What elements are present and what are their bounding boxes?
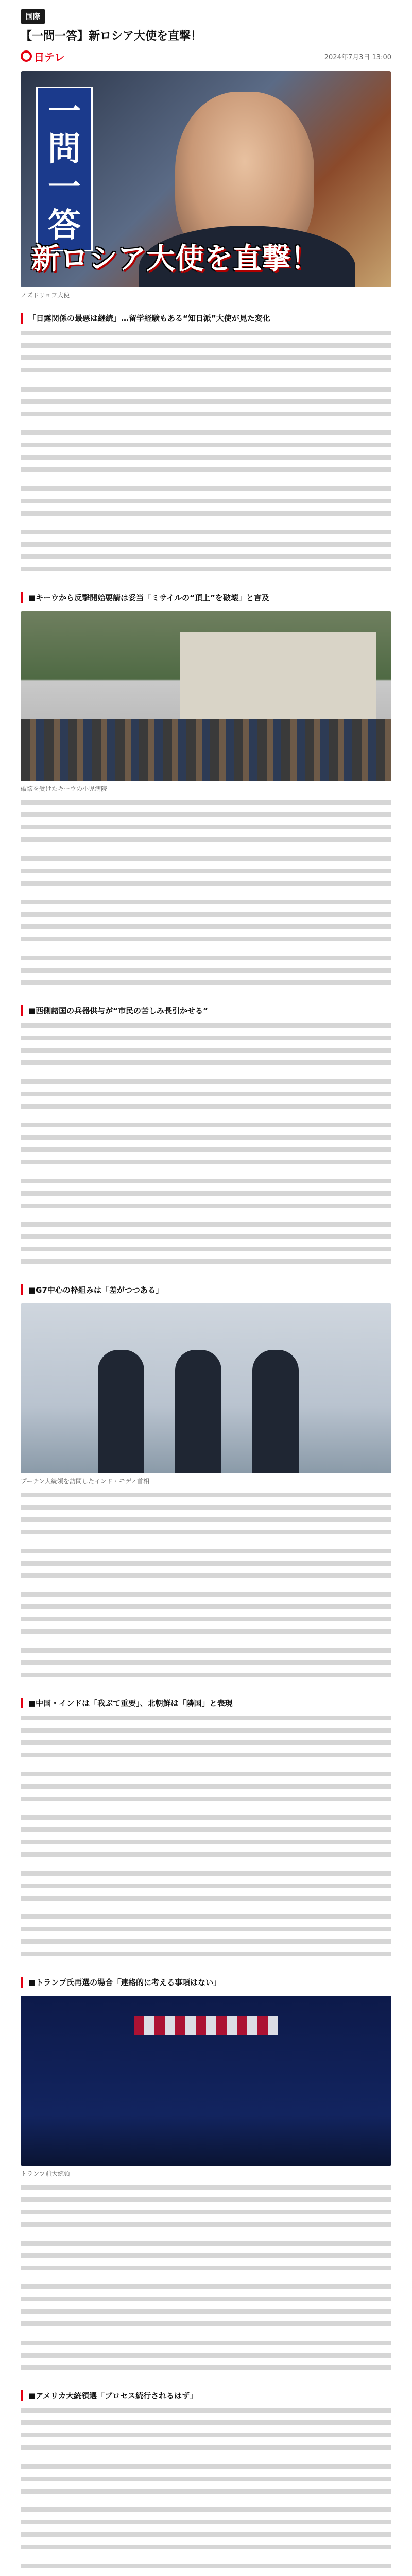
body-paragraph (21, 387, 391, 423)
section-photo (21, 1996, 391, 2166)
section-photo (21, 611, 391, 781)
crowd-shape (21, 719, 391, 781)
body-paragraph (21, 2241, 391, 2277)
body-paragraph (21, 2507, 391, 2556)
body-paragraph (21, 1079, 391, 1115)
body-paragraph (21, 1549, 391, 1585)
body-paragraph (21, 486, 391, 522)
body-paragraph (21, 1648, 391, 1684)
photo-caption: プーチン大統領を訪問したインド・モディ首相 (21, 1477, 150, 1485)
body-paragraph (21, 2564, 391, 2576)
body-paragraph (21, 1716, 391, 1765)
section-heading: ■キーウから反撃開始要請は妥当「ミサイルの“頂上”を破壊」と言及 (21, 592, 391, 603)
category-tag[interactable]: 国際 (21, 9, 45, 24)
body-paragraph (21, 856, 391, 892)
body-paragraph (21, 1123, 391, 1172)
body-paragraph (21, 1815, 391, 1864)
section-heading: ■西側諸国の兵器供与が“市民の苦しみ長引かせる” (21, 1005, 391, 1016)
body-paragraph (21, 1772, 391, 1808)
section-heading: ■アメリカ大統領選「プロセス続行されるはず」 (21, 2390, 391, 2401)
body-paragraph (21, 1914, 391, 1963)
body-paragraph (21, 430, 391, 479)
section-heading: ■中国・インドは「我ぶて重要」、北朝鮮は「隣国」と表現 (21, 1698, 391, 1708)
bld-shape (180, 632, 376, 719)
meta-row (21, 49, 391, 64)
body-paragraph (21, 1871, 391, 1907)
body-paragraph (21, 800, 391, 849)
body-paragraph (21, 530, 391, 579)
logo-ring-icon (21, 50, 32, 62)
body-paragraph (21, 2284, 391, 2333)
section-heading: ■トランプ氏再選の場合「連絡的に考える事項はない」 (21, 1977, 391, 1988)
hero-image (21, 71, 391, 287)
article-title: 【一問一答】新ロシア大使を直撃！ (21, 30, 202, 43)
body-paragraph (21, 331, 391, 380)
ntv-logo[interactable] (21, 49, 65, 64)
body-paragraph (21, 1023, 391, 1072)
publish-date: 2024年7月3日 13:00 (324, 53, 391, 61)
person-shape (175, 1350, 221, 1473)
body-paragraph (21, 2464, 391, 2500)
body-paragraph (21, 1222, 391, 1271)
body-paragraph (21, 1179, 391, 1215)
photo-caption: 破壊を受けたキーウの小児病院 (21, 785, 108, 792)
logo-text: 日テレ (34, 50, 65, 63)
article-body (21, 313, 391, 2576)
section-heading: 「日露関係の最悪は継続」…留学経験もある“知日派”大使が見た変化 (21, 313, 391, 324)
body-paragraph (21, 2185, 391, 2234)
body-paragraph (21, 900, 391, 948)
body-paragraph (21, 1592, 391, 1641)
body-paragraph (21, 2408, 391, 2457)
body-paragraph (21, 956, 391, 992)
hero-vertical-title: 一問一答 (36, 87, 93, 251)
body-paragraph (21, 2341, 391, 2377)
section-photo (21, 1303, 391, 1473)
body-paragraph (21, 1493, 391, 1541)
hero-credit: ノズドリョフ大使 (21, 291, 70, 299)
person-shape (98, 1350, 144, 1473)
section-heading: ■G7中心の枠組みは「差がつつある」 (21, 1284, 391, 1295)
person-shape (252, 1350, 299, 1473)
flag-shape (134, 2016, 278, 2035)
photo-caption: トランプ前大統領 (21, 2170, 71, 2177)
hero-caption: 新ロシア大使を直撃！ (31, 242, 319, 276)
